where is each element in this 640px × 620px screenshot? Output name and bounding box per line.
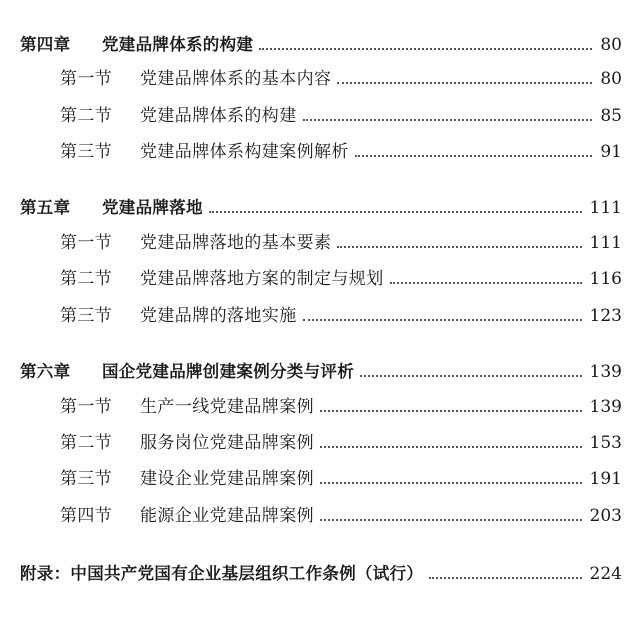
section-6-2-page: 153 xyxy=(589,433,622,453)
appendix-entry[interactable] xyxy=(0,558,640,590)
section-5-1-page: 111 xyxy=(589,233,622,253)
section-4-3-page: 91 xyxy=(600,142,622,162)
section-4-2-title xyxy=(60,100,297,132)
section-6-1-heading: 生产一线党建品牌案例 xyxy=(140,397,314,417)
section-4-2-entry[interactable] xyxy=(0,100,640,132)
section-4-3-label: 第三节 xyxy=(60,142,113,162)
section-5-2-heading: 党建品牌落地方案的制定与规划 xyxy=(140,269,384,289)
chapter-4-entry[interactable] xyxy=(0,29,640,61)
section-5-2-page: 116 xyxy=(589,269,622,289)
section-6-4-page: 203 xyxy=(589,506,622,526)
chapter-4-heading: 党建品牌体系的构建 xyxy=(102,35,254,54)
section-5-1-heading: 党建品牌落地的基本要素 xyxy=(140,233,332,253)
section-6-2-title xyxy=(60,427,314,459)
section-4-2-heading: 党建品牌体系的构建 xyxy=(140,106,297,126)
section-5-3-entry[interactable] xyxy=(0,300,640,332)
section-6-4-title xyxy=(60,500,314,532)
section-6-2-label: 第二节 xyxy=(60,433,113,453)
section-6-3-entry[interactable] xyxy=(0,463,640,495)
chapter-4-page: 80 xyxy=(600,35,622,55)
chapter-6-title xyxy=(20,356,354,388)
dot-leader xyxy=(209,211,582,213)
dot-leader xyxy=(320,482,582,484)
section-6-4-entry[interactable] xyxy=(0,500,640,532)
section-6-4-label: 第四节 xyxy=(60,506,113,526)
section-4-3-entry[interactable] xyxy=(0,136,640,168)
dot-leader xyxy=(337,246,581,248)
section-5-3-page: 123 xyxy=(589,306,622,326)
section-4-1-label: 第一节 xyxy=(60,69,113,89)
section-6-1-title xyxy=(60,391,314,423)
section-5-1-entry[interactable] xyxy=(0,227,640,259)
section-6-3-page: 191 xyxy=(589,469,622,489)
section-4-3-title xyxy=(60,136,349,168)
dot-leader xyxy=(390,282,582,284)
section-5-1-label: 第一节 xyxy=(60,233,113,253)
section-4-2-page: 85 xyxy=(600,106,622,126)
section-4-1-heading: 党建品牌体系的基本内容 xyxy=(140,69,332,89)
section-6-2-heading: 服务岗位党建品牌案例 xyxy=(140,433,314,453)
section-4-1-entry[interactable] xyxy=(0,63,640,95)
section-5-3-title xyxy=(60,300,297,332)
section-6-3-label: 第三节 xyxy=(60,469,113,489)
section-6-4-heading: 能源企业党建品牌案例 xyxy=(140,506,314,526)
chapter-4-title xyxy=(20,29,253,61)
dot-leader xyxy=(429,577,581,579)
section-4-3-heading: 党建品牌体系构建案例解析 xyxy=(140,142,349,162)
section-6-1-label: 第一节 xyxy=(60,397,113,417)
section-4-2-label: 第二节 xyxy=(60,106,113,126)
dot-leader xyxy=(320,519,582,521)
dot-leader xyxy=(259,48,592,50)
chapter-5-label: 第五章 xyxy=(20,198,71,217)
appendix-page: 224 xyxy=(589,564,622,584)
dot-leader xyxy=(337,82,592,84)
section-5-2-title xyxy=(60,263,384,295)
section-5-2-label: 第二节 xyxy=(60,269,113,289)
section-4-1-title xyxy=(60,63,331,95)
dot-leader xyxy=(360,375,582,377)
dot-leader xyxy=(320,446,582,448)
chapter-4-label: 第四章 xyxy=(20,35,71,54)
chapter-5-heading: 党建品牌落地 xyxy=(102,198,203,217)
section-6-2-entry[interactable] xyxy=(0,427,640,459)
section-6-1-page: 139 xyxy=(589,397,622,417)
section-6-3-heading: 建设企业党建品牌案例 xyxy=(140,469,314,489)
chapter-6-entry[interactable] xyxy=(0,356,640,388)
section-5-3-heading: 党建品牌的落地实施 xyxy=(140,306,297,326)
section-5-3-label: 第三节 xyxy=(60,306,113,326)
section-5-2-entry[interactable] xyxy=(0,263,640,295)
dot-leader xyxy=(320,410,582,412)
dot-leader xyxy=(303,319,582,321)
chapter-5-title xyxy=(20,192,203,224)
chapter-5-page: 111 xyxy=(589,198,622,218)
section-6-1-entry[interactable] xyxy=(0,391,640,423)
dot-leader xyxy=(355,155,593,157)
section-4-1-page: 80 xyxy=(600,69,622,89)
chapter-6-heading: 国企党建品牌创建案例分类与评析 xyxy=(102,362,354,381)
dot-leader xyxy=(303,119,593,121)
appendix-title: 附录：中国共产党国有企业基层组织工作条例（试行） xyxy=(20,564,424,583)
section-5-1-title xyxy=(60,227,331,259)
chapter-5-entry[interactable] xyxy=(0,192,640,224)
chapter-6-page: 139 xyxy=(589,362,622,382)
chapter-6-label: 第六章 xyxy=(20,362,71,381)
section-6-3-title xyxy=(60,463,314,495)
